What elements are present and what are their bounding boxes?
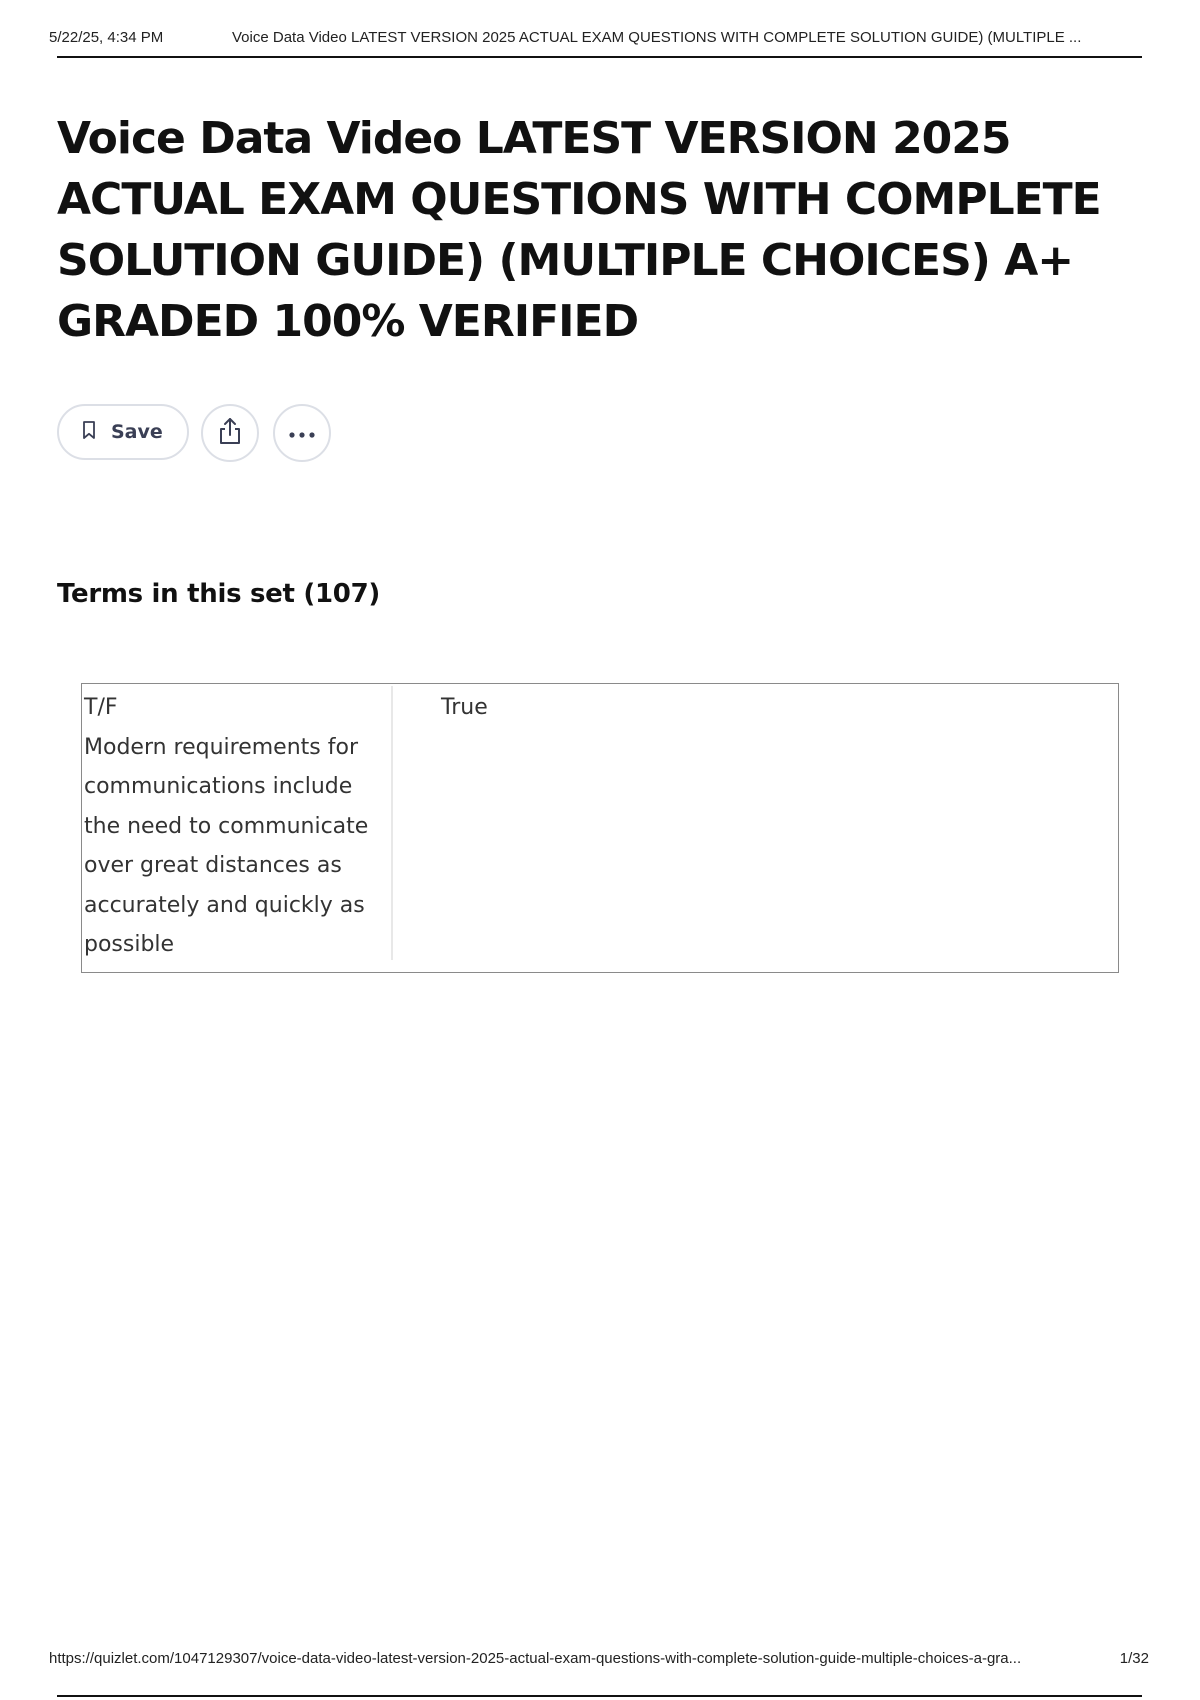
term-card [81, 683, 1119, 973]
term-definition-divider [391, 686, 393, 960]
print-datetime: 5/22/25, 4:34 PM [49, 29, 164, 46]
save-button[interactable] [57, 404, 189, 460]
definition-text: True [441, 695, 488, 720]
page-number: 1/32 [1119, 1650, 1149, 1667]
print-header [49, 29, 1147, 51]
footer-divider [57, 1695, 1142, 1697]
share-button[interactable] [201, 404, 259, 462]
save-label: Save [111, 421, 163, 443]
terms-heading: Terms in this set (107) [57, 579, 380, 609]
print-doc-title: Voice Data Video LATEST VERSION 2025 ACTUAL EXAM QUESTIONS WITH COMPLETE SOLUTION GUIDE) (MULTIPLE ... [232, 29, 1082, 46]
print-url: https://quizlet.com/1047129307/voice-data-video-latest-version-2025-actual-exam-questions-with-complete-solution-guide-multiple-choices-a-gra... [49, 1650, 1022, 1667]
bookmark-icon [81, 420, 97, 444]
more-options-button[interactable] [273, 404, 331, 462]
term-text: T/F Modern requirements for communications include the need to communicate over great distances as accurately and quickly as possible [84, 695, 369, 957]
set-title: Voice Data Video LATEST VERSION 2025 ACTUAL EXAM QUESTIONS WITH COMPLETE SOLUTION GUIDE) (MULTIPLE CHOICES) A+ GRADED 100% VERIFIED [57, 113, 1101, 347]
share-icon [216, 416, 244, 450]
more-horizontal-icon [287, 424, 317, 443]
header-divider [57, 56, 1142, 58]
print-footer [49, 1650, 1149, 1672]
